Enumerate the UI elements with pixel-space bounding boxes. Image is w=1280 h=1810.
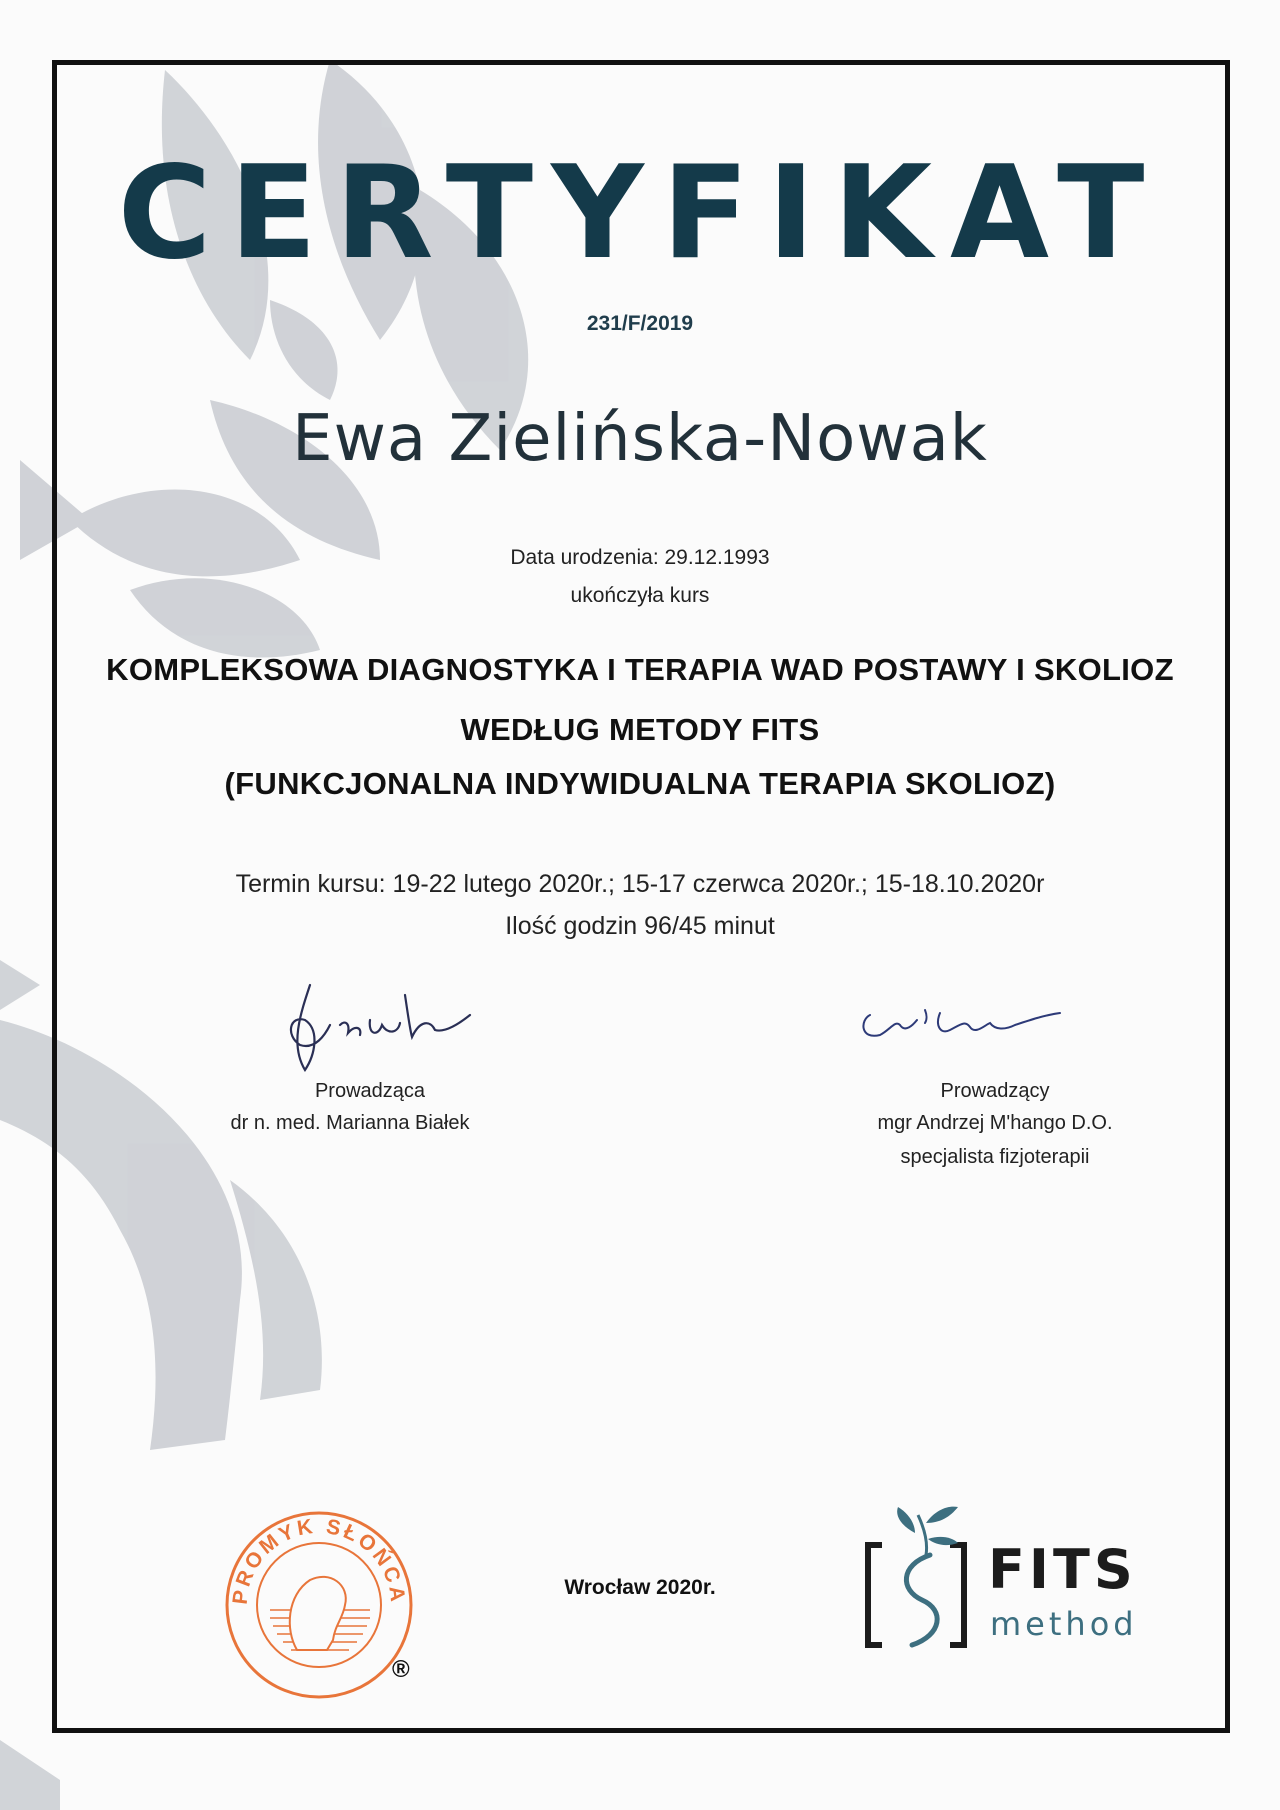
completed-text: ukończyła kurs bbox=[570, 584, 710, 607]
left-signatory-name: dr n. med. Marianna Białek bbox=[230, 1112, 470, 1134]
fits-logo-subtext: method bbox=[990, 1605, 1138, 1643]
certificate-title: CERTYFIKAT bbox=[117, 139, 1163, 288]
registered-mark: ® bbox=[392, 1656, 410, 1683]
course-title-line-2: WEDŁUG METODY FITS bbox=[460, 712, 820, 747]
birth-date: Data urodzenia: 29.12.1993 bbox=[510, 546, 770, 569]
course-title-line-3: (FUNKCJONALNA INDYWIDUALNA TERAPIA SKOLIOZ) bbox=[224, 766, 1056, 801]
right-signatory-role: Prowadzący bbox=[940, 1080, 1050, 1102]
right-signatory-title: specjalista fizjoterapii bbox=[900, 1146, 1090, 1168]
left-signatory-role: Prowadząca bbox=[314, 1080, 426, 1102]
course-title-line-1: KOMPLEKSOWA DIAGNOSTYKA I TERAPIA WAD POSTAWY I SKOLIOZ bbox=[106, 652, 1174, 687]
fits-logo-text: FITS bbox=[988, 1538, 1137, 1601]
course-hours: Ilość godzin 96/45 minut bbox=[505, 912, 775, 940]
signature-right bbox=[855, 985, 1075, 1055]
right-signatory-name: mgr Andrzej M'hango D.O. bbox=[877, 1112, 1113, 1134]
course-term: Termin kursu: 19-22 lutego 2020r.; 15-17 czerwca 2020r.; 15-18.10.2020r bbox=[235, 870, 1045, 898]
certificate-number: 231/F/2019 bbox=[586, 312, 694, 335]
signature-left bbox=[270, 975, 490, 1085]
svg-text:PROMYK SŁOŃCA: PROMYK SŁOŃCA bbox=[228, 1514, 410, 1606]
recipient-name: Ewa Zielińska-Nowak bbox=[292, 402, 988, 476]
place-and-date: Wrocław 2020r. bbox=[564, 1576, 716, 1599]
